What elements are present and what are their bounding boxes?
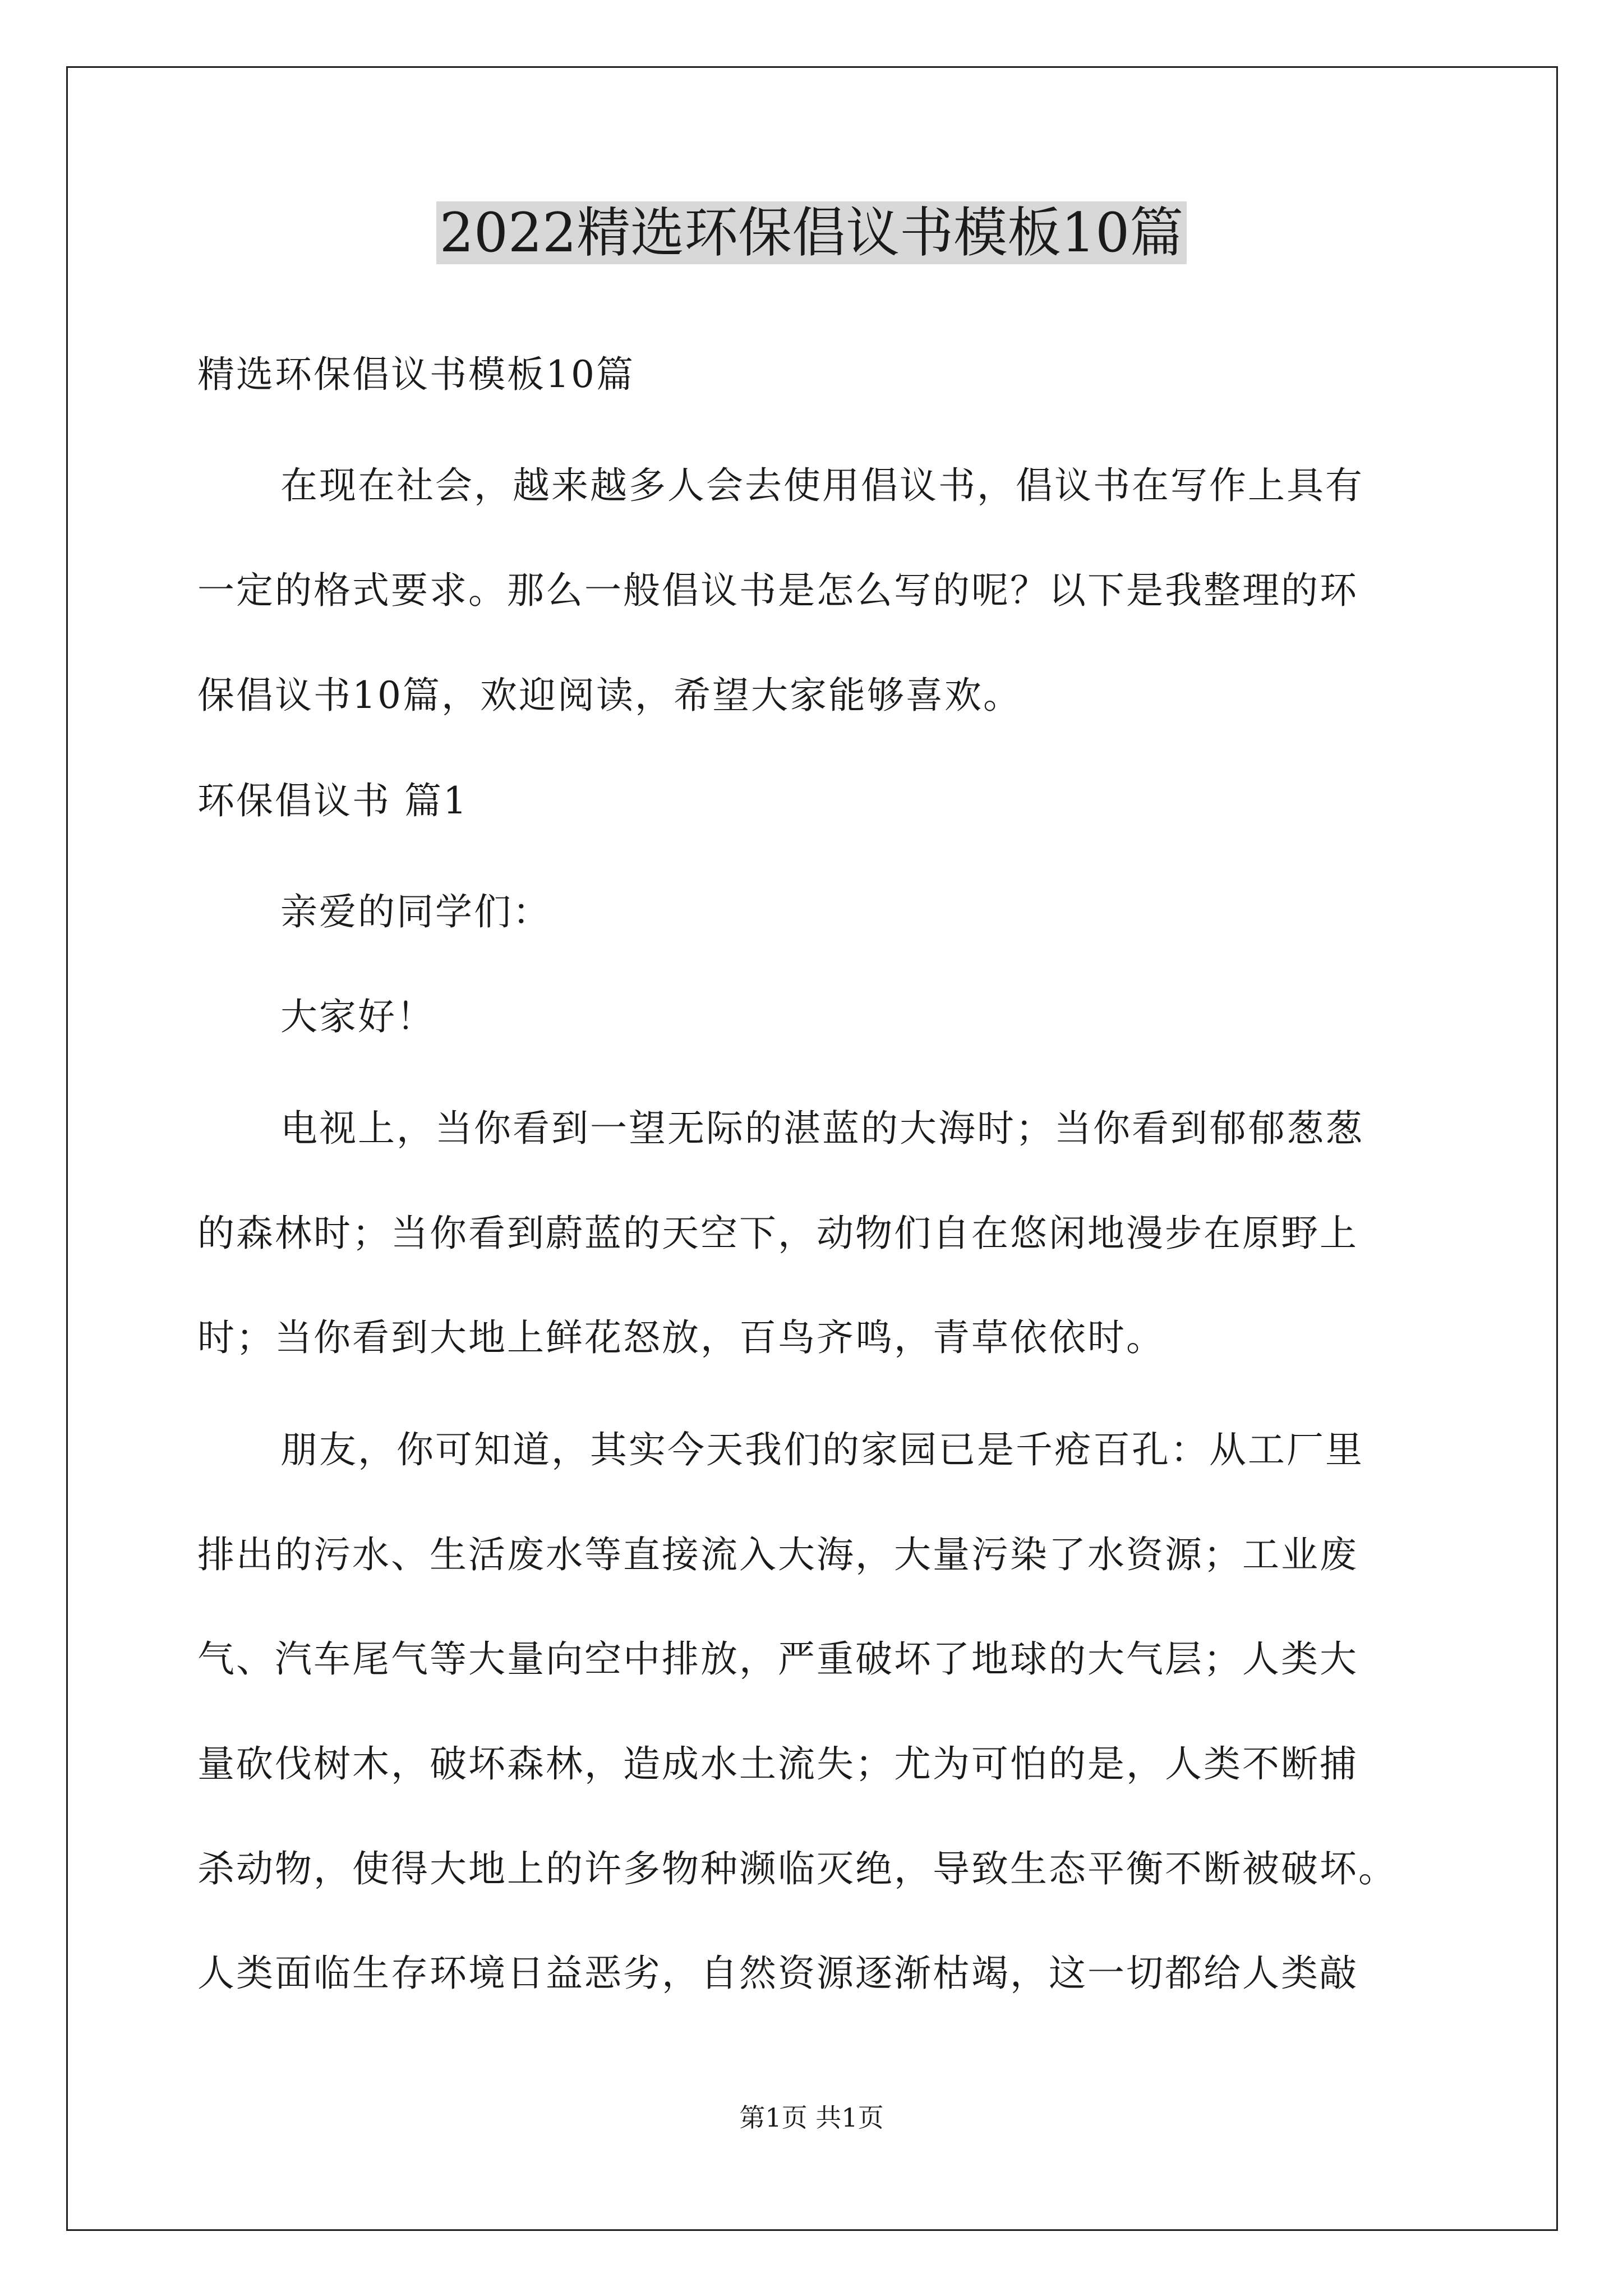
intro-line-3: 保倡议书10篇，欢迎阅读，希望大家能够喜欢。 <box>197 674 1022 717</box>
intro-line-1: 在现在社会，越来越多人会去使用倡议书，倡议书在写作上具有 <box>280 464 1364 507</box>
salutation: 亲爱的同学们： <box>280 890 551 933</box>
section-heading: 环保倡议书 篇1 <box>197 779 468 822</box>
paragraph2-line-1: 朋友，你可知道，其实今天我们的家园已是千疮百孔：从工厂里 <box>280 1428 1364 1471</box>
intro-line-2: 一定的格式要求。那么一般倡议书是怎么写的呢？以下是我整理的环 <box>197 569 1358 612</box>
paragraph2-line-5: 杀动物，使得大地上的许多物种濒临灭绝，导致生态平衡不断被破坏。 <box>197 1847 1397 1890</box>
paragraph2-line-6: 人类面临生存环境日益恶劣，自然资源逐渐枯竭，这一切都给人类敲 <box>197 1952 1358 1995</box>
document-title-text: 2022精选环保倡议书模板10篇 <box>436 201 1187 264</box>
paragraph1-line-1: 电视上，当你看到一望无际的湛蓝的大海时；当你看到郁郁葱葱 <box>280 1107 1364 1150</box>
paragraph1-line-2: 的森林时；当你看到蔚蓝的天空下，动物们自在悠闲地漫步在原野上 <box>197 1212 1358 1255</box>
page-footer: 第1页 共1页 <box>739 2102 884 2133</box>
document-title <box>0 196 1623 269</box>
paragraph2-line-2: 排出的污水、生活废水等直接流入大海，大量污染了水资源；工业废 <box>197 1533 1358 1576</box>
paragraph1-line-3: 时；当你看到大地上鲜花怒放，百鸟齐鸣，青草依依时。 <box>197 1316 1165 1359</box>
document-subtitle: 精选环保倡议书模板10篇 <box>197 353 635 396</box>
paragraph2-line-3: 气、汽车尾气等大量向空中排放，严重破坏了地球的大气层；人类大 <box>197 1637 1358 1681</box>
paragraph2-line-4: 量砍伐树木，破坏森林，造成水土流失；尤为可怕的是，人类不断捕 <box>197 1742 1358 1786</box>
greeting: 大家好！ <box>280 995 435 1038</box>
